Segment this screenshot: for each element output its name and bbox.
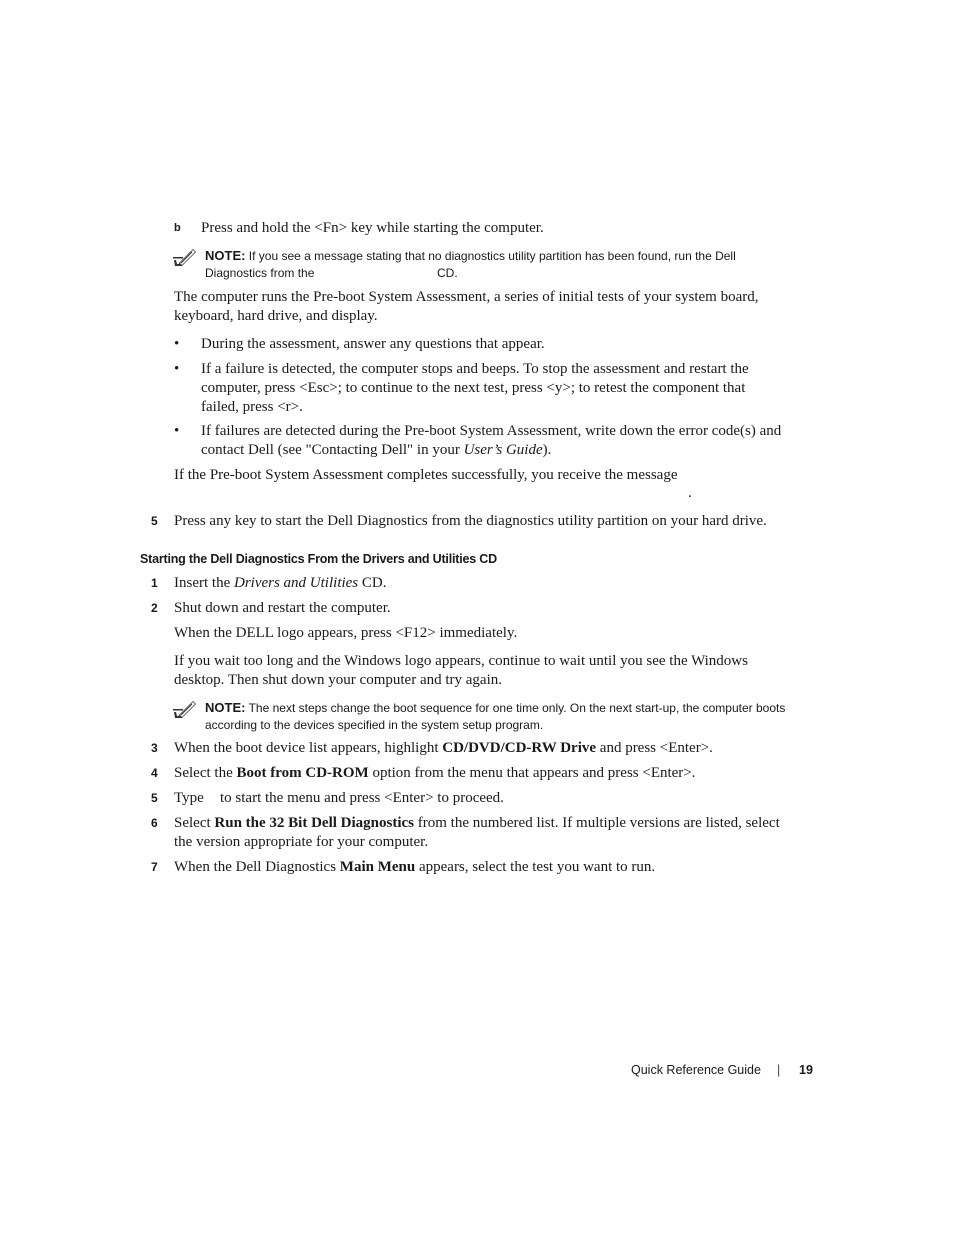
menu-option-cd-drive: CD/DVD/CD-RW Drive — [442, 740, 597, 756]
step-5-text: Press any key to start the Dell Diagnostics from the diagnostics utility partition on your hard drive. — [174, 513, 767, 529]
bullet-3-text — [201, 422, 821, 460]
note-2 — [205, 699, 825, 734]
cd-name: Drivers and Utilities — [233, 575, 359, 591]
paragraph-pre-boot — [174, 288, 824, 326]
bullet-3-line2-end: ). — [542, 442, 552, 458]
paragraph-wait-line1: If you wait too long and the Windows logo appears, continue to wait until you see the Windows — [174, 653, 748, 669]
section-heading: Starting the Dell Diagnostics From the Drivers and Utilities CD — [140, 552, 497, 566]
main-menu-label: Main Menu — [339, 859, 416, 875]
menu-option-32bit: Run the 32 Bit Dell Diagnostics — [214, 815, 414, 831]
note-pencil-icon — [173, 699, 197, 719]
step-b-text: Press and hold the <Fn> key while starting the computer. — [201, 220, 544, 236]
step-2-text: Shut down and restart the computer. — [174, 600, 391, 616]
bullet-3-line1: If failures are detected during the Pre-boot System Assessment, write down the error code(s) and — [201, 423, 782, 439]
step-marker-3: 3 — [151, 741, 158, 755]
note-2-line1: The next steps change the boot sequence for one time only. On the next start-up, the computer boots — [248, 701, 786, 715]
note-pencil-icon — [173, 247, 197, 267]
paragraph-wait — [174, 652, 824, 690]
paragraph-success: If the Pre-boot System Assessment completes successfully, you receive the message — [174, 467, 678, 483]
note-1 — [205, 247, 825, 282]
step-marker-b: b — [174, 222, 181, 234]
step-marker-1: 1 — [151, 576, 158, 590]
step-marker-4: 4 — [151, 766, 158, 780]
step-marker-5: 5 — [151, 791, 158, 805]
step-5b-end: to start the menu and press <Enter> to proceed. — [220, 790, 504, 806]
note-1-line2-start: Diagnostics from the — [205, 266, 315, 280]
paragraph-wait-line2: desktop. Then shut down your computer and try again. — [174, 672, 502, 688]
step-marker-5: 5 — [151, 514, 158, 528]
step-1-text: Insert the Drivers and Utilities CD. — [174, 575, 387, 591]
step-7-text: When the Dell Diagnostics Main Menu appears, select the test you want to run. — [174, 859, 656, 875]
page-number: 19 — [799, 1063, 813, 1077]
note-label: NOTE: — [205, 248, 246, 263]
bullet-dot: • — [174, 361, 180, 377]
step-6-text: Select Run the 32 Bit Dell Diagnostics from the numbered list. If multiple versions are listed, select the version appropriate for your computer. — [174, 814, 824, 852]
note-label: NOTE: — [205, 700, 246, 715]
step-marker-6: 6 — [151, 816, 158, 830]
note-2-line2: according to the devices specified in the system setup program. — [205, 718, 544, 732]
step-6-line2: the version appropriate for your computer. — [174, 834, 429, 850]
step-marker-2: 2 — [151, 601, 158, 615]
bullet-2-line1: If a failure is detected, the computer stops and beeps. To stop the assessment and restart the — [201, 361, 749, 377]
note-1-line1: If you see a message stating that no diagnostics utility partition has been found, run the Dell — [248, 249, 736, 263]
step-marker-7: 7 — [151, 860, 158, 874]
paragraph-pre-boot-line2: keyboard, hard drive, and display. — [174, 308, 378, 324]
paragraph-dell-logo: When the DELL logo appears, press <F12> immediately. — [174, 625, 518, 641]
step-3-text: When the boot device list appears, highlight CD/DVD/CD-RW Drive and press <Enter>. — [174, 740, 713, 756]
bullet-2-line2: computer, press <Esc>; to continue to the next test, press <y>; to retest the component that — [201, 380, 746, 396]
paragraph-pre-boot-line1: The computer runs the Pre-boot System Assessment, a series of initial tests of your system board, — [174, 289, 759, 305]
footer-title: Quick Reference Guide — [631, 1063, 761, 1077]
bullet-3-line2-start: contact Dell (see "Contacting Dell" in your — [201, 442, 464, 458]
bullet-2-text — [201, 360, 821, 417]
menu-option-boot-cd: Boot from CD-ROM — [236, 765, 369, 781]
note-1-line2-end: CD. — [437, 266, 458, 280]
bullet-dot: • — [174, 423, 180, 439]
users-guide-reference: User’s Guide — [463, 442, 543, 458]
step-4-text: Select the Boot from CD-ROM option from the menu that appears and press <Enter>. — [174, 765, 696, 781]
bullet-2-line3: failed, press <r>. — [201, 399, 303, 415]
paragraph-success-period: . — [688, 485, 692, 501]
step-5b-start: Type — [174, 790, 204, 806]
bullet-1-text: During the assessment, answer any questions that appear. — [201, 336, 545, 352]
footer-separator: | — [777, 1063, 781, 1077]
bullet-dot: • — [174, 336, 180, 352]
